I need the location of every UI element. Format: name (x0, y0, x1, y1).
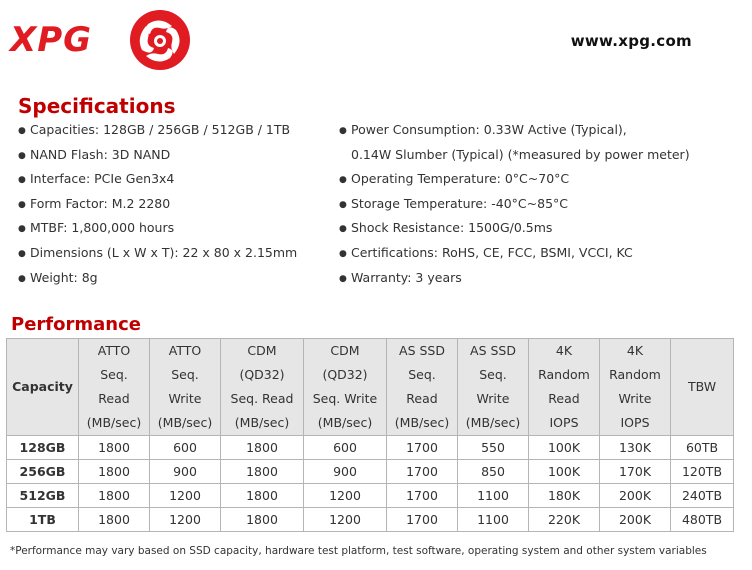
table-cell: 1200 (304, 508, 387, 532)
table-header-row (7, 339, 734, 436)
column-header: ATTO Seq. Write (MB/sec) (150, 339, 221, 436)
spec-item: ● Warranty: 3 years (339, 269, 462, 285)
table-row (7, 436, 734, 460)
website-link[interactable]: www.xpg.com (570, 32, 692, 50)
xpg-emblem-icon (128, 8, 192, 72)
table-cell: 200K (600, 508, 671, 532)
table-cell: 1200 (304, 484, 387, 508)
spec-item: ● Form Factor: M.2 2280 (18, 195, 171, 211)
performance-table (6, 338, 734, 532)
table-cell: 900 (304, 460, 387, 484)
table-cell: 100K (529, 460, 600, 484)
table-cell: 1100 (458, 508, 529, 532)
table-cell: 1800 (221, 436, 304, 460)
table-row (7, 484, 734, 508)
table-cell: 600 (304, 436, 387, 460)
spec-item-continuation: 0.14W Slumber (Typical) (*measured by power meter) (351, 146, 690, 162)
spec-list-left (18, 120, 297, 292)
xpg-logo (10, 8, 190, 72)
table-cell-capacity: 256GB (7, 460, 79, 484)
table-cell: 200K (600, 484, 671, 508)
table-cell: 1200 (150, 484, 221, 508)
column-header: CDM (QD32) Seq. Write (MB/sec) (304, 339, 387, 436)
table-cell-capacity: 1TB (7, 508, 79, 532)
table-row (7, 508, 734, 532)
table-cell: 60TB (671, 436, 734, 460)
column-header: AS SSD Seq. Read (MB/sec) (387, 339, 458, 436)
column-header: CDM (QD32) Seq. Read (MB/sec) (221, 339, 304, 436)
spec-item: ● Shock Resistance: 1500G/0.5ms (339, 220, 553, 236)
table-cell: 100K (529, 436, 600, 460)
column-header-capacity: Capacity (7, 339, 79, 436)
table-cell: 850 (458, 460, 529, 484)
spec-item: ● Interface: PCIe Gen3x4 (18, 171, 175, 187)
table-row (7, 460, 734, 484)
table-cell: 1800 (79, 436, 150, 460)
table-cell: 900 (150, 460, 221, 484)
column-header: 4K Random Read IOPS (529, 339, 600, 436)
table-cell: 170K (600, 460, 671, 484)
table-cell-capacity: 128GB (7, 436, 79, 460)
column-header: ATTO Seq. Read (MB/sec) (79, 339, 150, 436)
column-header: AS SSD Seq. Write (MB/sec) (458, 339, 529, 436)
table-cell: 1800 (79, 508, 150, 532)
column-header: 4K Random Write IOPS (600, 339, 671, 436)
table-cell: 1700 (387, 484, 458, 508)
spec-item: ● Capacities: 128GB / 256GB / 512GB / 1TB (18, 122, 291, 137)
table-cell: 1100 (458, 484, 529, 508)
xpg-logo-wordmark: XPG (10, 20, 93, 60)
table-cell: 1700 (387, 508, 458, 532)
spec-item: ● Storage Temperature: -40°C~85°C (339, 195, 568, 211)
table-cell: 1800 (221, 508, 304, 532)
table-cell: 180K (529, 484, 600, 508)
table-cell: 1800 (79, 484, 150, 508)
table-cell: 1800 (221, 460, 304, 484)
spec-item: ● Operating Temperature: 0°C~70°C (339, 171, 570, 187)
spec-item: ● Certifications: RoHS, CE, FCC, BSMI, VCCI, KC (339, 244, 633, 260)
table-cell: 1800 (221, 484, 304, 508)
spec-item: ● NAND Flash: 3D NAND (18, 146, 171, 162)
specifications-heading: Specifications (18, 94, 176, 118)
table-cell-capacity: 512GB (7, 484, 79, 508)
table-cell: 1800 (79, 460, 150, 484)
spec-item: ● MTBF: 1,800,000 hours (18, 220, 175, 236)
table-cell: 130K (600, 436, 671, 460)
table-cell: 1700 (387, 436, 458, 460)
table-cell: 1200 (150, 508, 221, 532)
table-cell: 240TB (671, 484, 734, 508)
table-cell: 550 (458, 436, 529, 460)
table-cell: 120TB (671, 460, 734, 484)
column-header-tbw: TBW (671, 339, 734, 436)
table-cell: 220K (529, 508, 600, 532)
table-cell: 600 (150, 436, 221, 460)
spec-item: ● Weight: 8g (18, 269, 98, 285)
performance-heading: Performance (11, 314, 141, 335)
performance-footnote: *Performance may vary based on SSD capacity, hardware test platform, test software, operating system and other system variables (10, 545, 707, 557)
spec-item: ● Power Consumption: 0.33W Active (Typical), (339, 122, 627, 137)
spec-list-right (339, 120, 690, 292)
table-cell: 1700 (387, 460, 458, 484)
spec-item: ● Dimensions (L x W x T): 22 x 80 x 2.15mm (18, 244, 298, 260)
table-cell: 480TB (671, 508, 734, 532)
